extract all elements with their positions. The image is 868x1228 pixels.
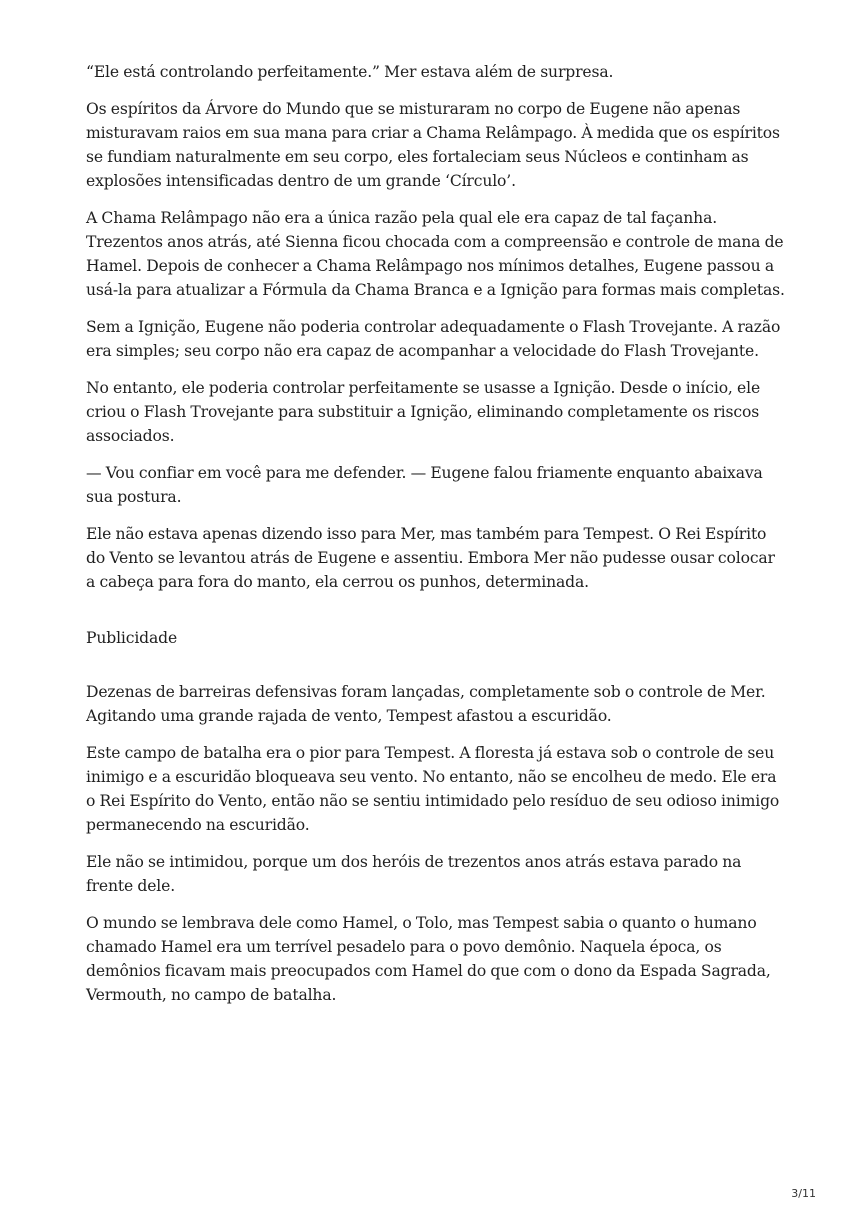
paragraph: Os espíritos da Árvore do Mundo que se misturaram no corpo de Eugene não apenas misturavam raios em sua mana para criar a Chama Relâmpago. À medida que os espíritos se fundiam naturalmente em seu corpo, eles fortaleciam seus Núcleos e continham as explosões intensificadas dentro de um grande ‘Círculo’. [86, 100, 780, 190]
paragraph: Sem a Ignição, Eugene não poderia controlar adequadamente o Flash Trovejante. A razão era simples; seu corpo não era capaz de acompanhar a velocidade do Flash Trovejante. [86, 318, 781, 360]
paragraph: A Chama Relâmpago não era a única razão pela qual ele era capaz de tal façanha. Trezentos anos atrás, até Sienna ficou chocada com a compreensão e controle de mana de Hamel. Depois de conhecer a Chama Relâmpago nos mínimos detalhes, Eugene passou a usá-la para atualizar a Fórmula da Chama Branca e a Ignição para formas mais completas. [86, 209, 785, 299]
ad-label: Publicidade [86, 629, 178, 647]
paragraph: O mundo se lembrava dele como Hamel, o Tolo, mas Tempest sabia o quanto o humano chamado Hamel era um terrível pesadelo para o povo demônio. Naquela época, os demônios ficavam mais preocupados com Hamel do que com o dono da Espada Sagrada, Vermouth, no campo de batalha. [86, 914, 771, 1004]
page-number: 3/11 [791, 1187, 816, 1200]
paragraph: Este campo de batalha era o pior para Tempest. A floresta já estava sob o controle de seu inimigo e a escuridão bloqueava seu vento. No entanto, não se encolheu de medo. Ele era o Rei Espírito do Vento, então não se sentiu intimidado pelo resíduo de seu odioso inimigo permanecendo na escuridão. [86, 744, 780, 834]
paragraph: Ele não se intimidou, porque um dos heróis de trezentos anos atrás estava parado na frente dele. [86, 853, 742, 895]
paragraph: Dezenas de barreiras defensivas foram lançadas, completamente sob o controle de Mer. Agitando uma grande rajada de vento, Tempest afastou a escuridão. [86, 683, 766, 725]
paragraph: “Ele está controlando perfeitamente.” Mer estava além de surpresa. [86, 63, 614, 81]
paragraph: — Vou confiar em você para me defender. — Eugene falou friamente enquanto abaixava sua postura. [86, 464, 763, 506]
paragraph: No entanto, ele poderia controlar perfeitamente se usasse a Ignição. Desde o início, ele criou o Flash Trovejante para substituir a Ignição, eliminando completamente os riscos associados. [86, 379, 761, 445]
document-page [86, 60, 786, 1020]
paragraph: Ele não estava apenas dizendo isso para Mer, mas também para Tempest. O Rei Espírito do Vento se levantou atrás de Eugene e assentiu. Embora Mer não pudesse ousar colocar a cabeça para fora do manto, ela cerrou os punhos, determinada. [86, 525, 775, 591]
